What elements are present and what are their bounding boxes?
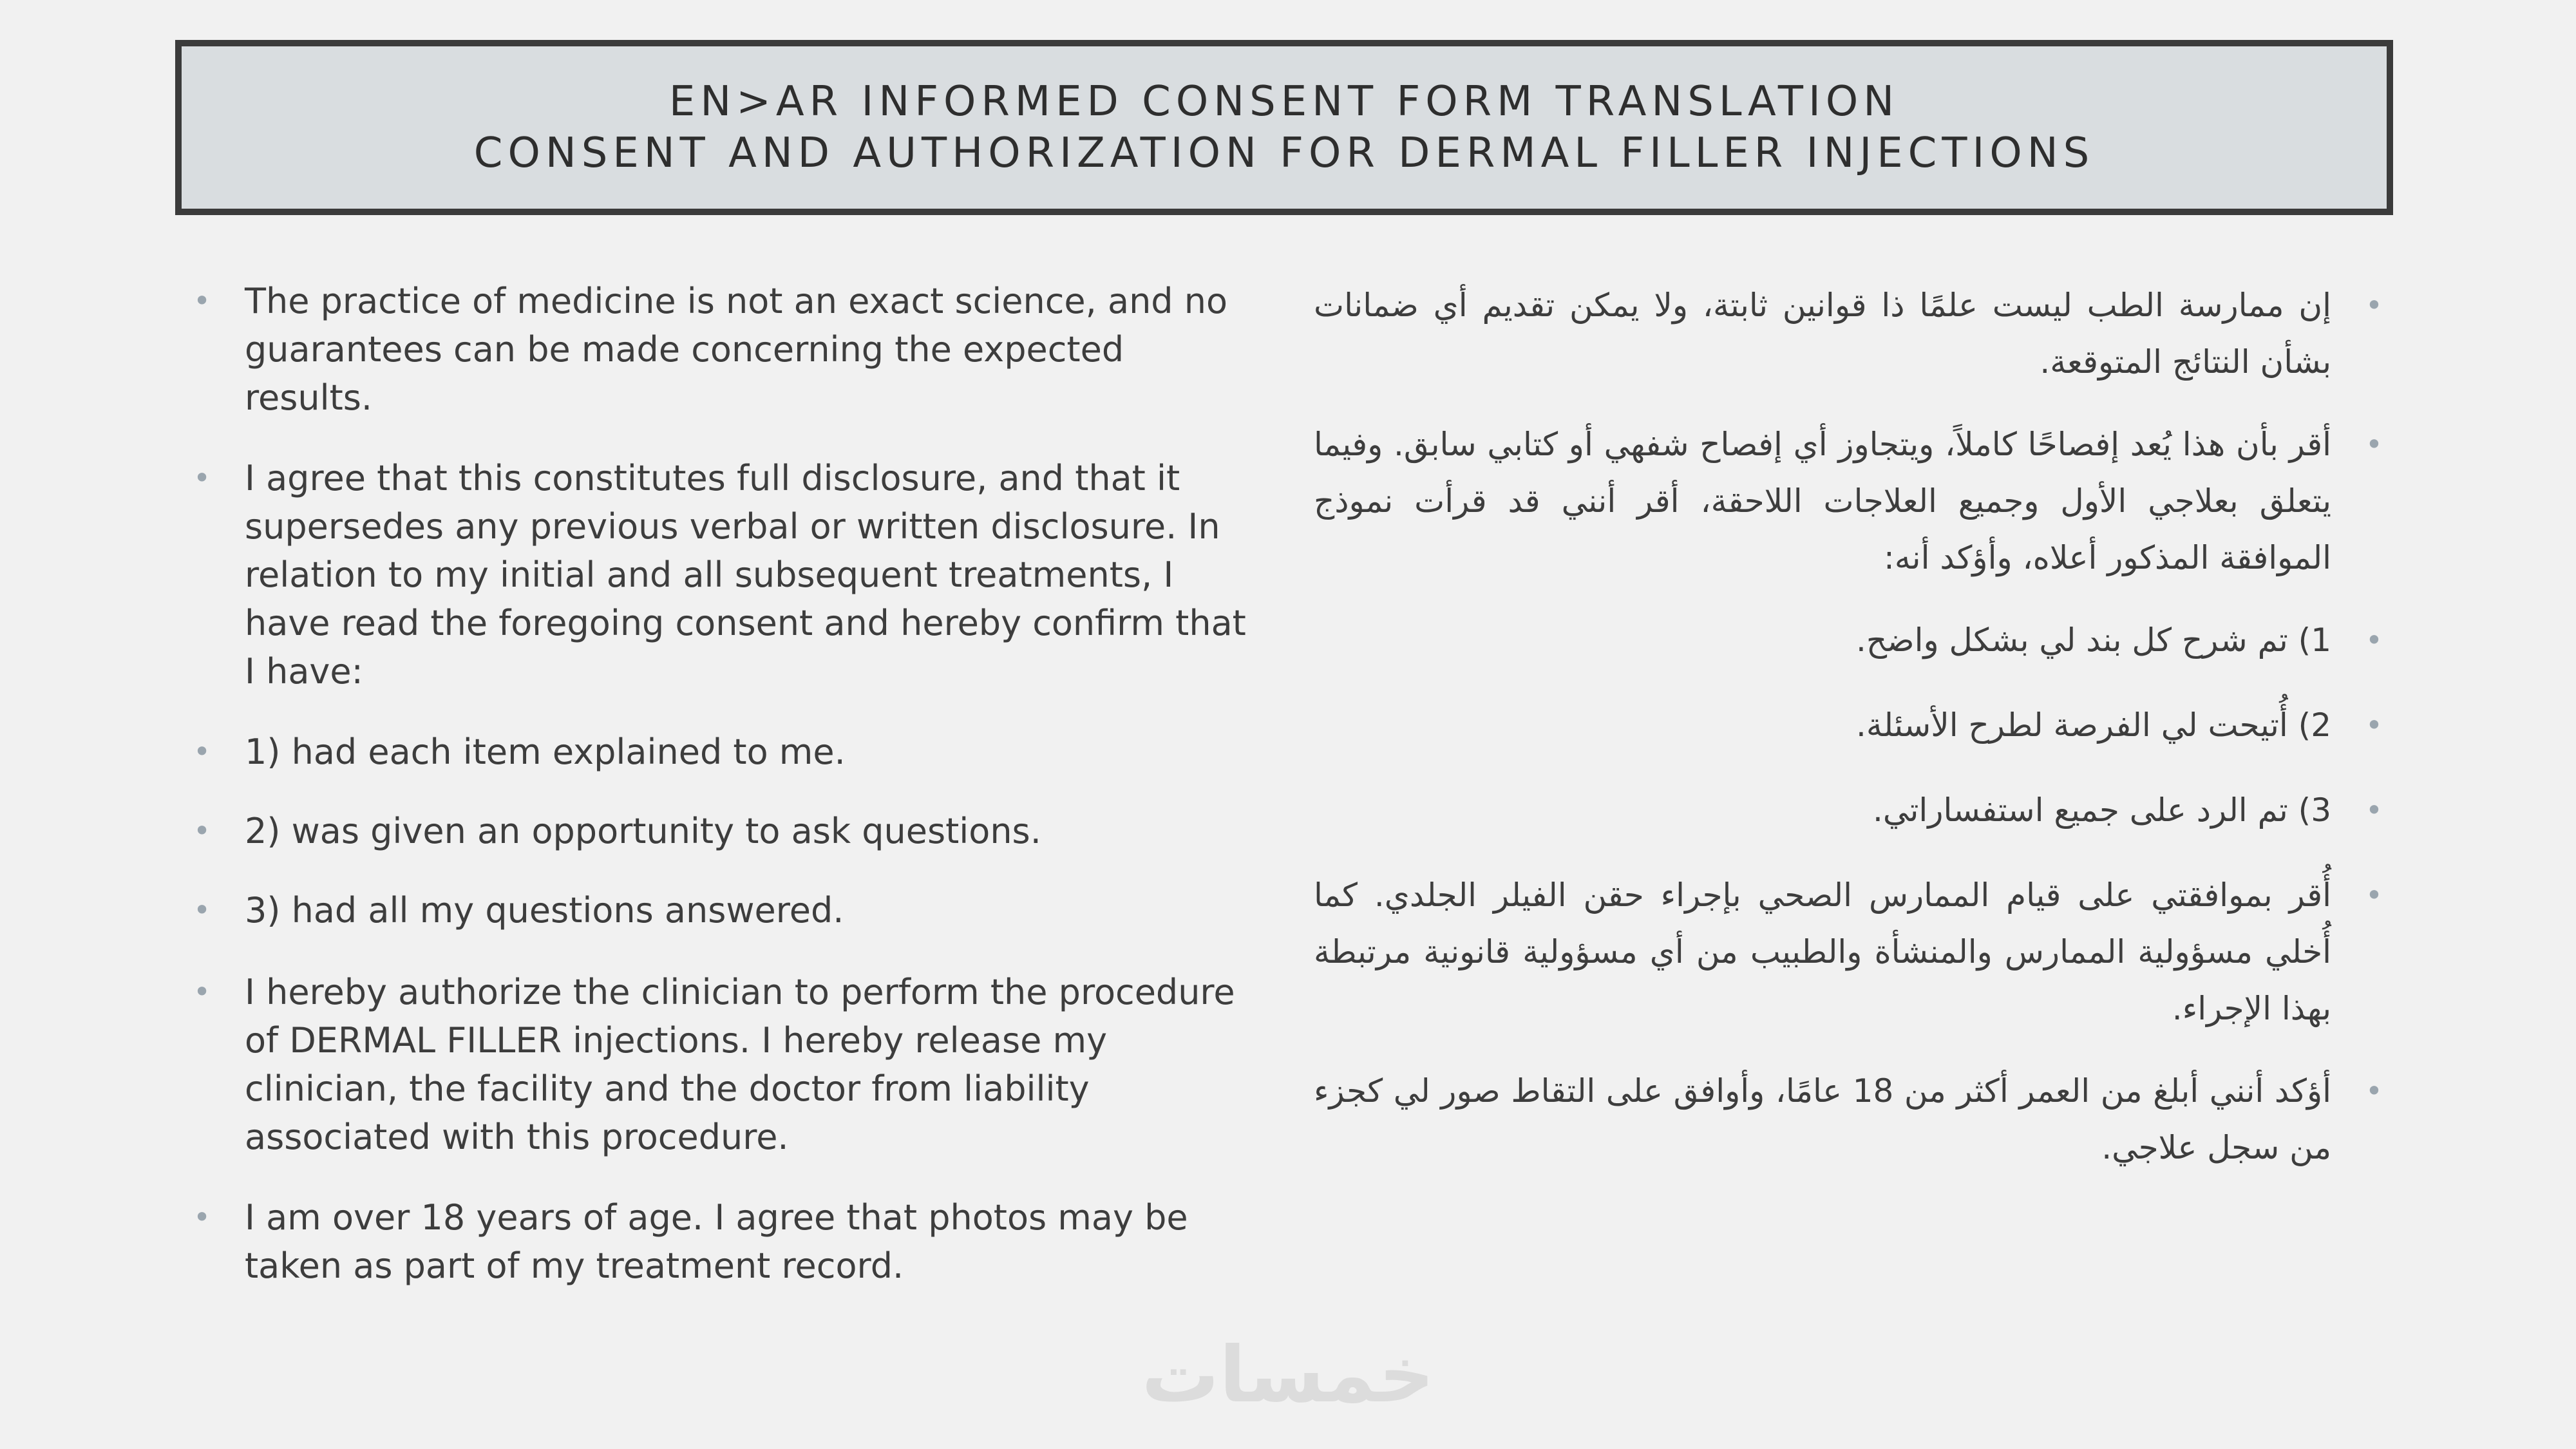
bullet-icon: •	[193, 460, 211, 495]
en-item-practice	[193, 277, 1262, 422]
en-text: 2) was given an opportunity to ask questions.	[245, 811, 1041, 851]
ar-text: 3) تم الرد على جميع استفساراتي.	[1872, 791, 2331, 829]
ar-item-answered	[1314, 782, 2383, 838]
en-item-authorize	[193, 968, 1262, 1161]
watermark-logo: خمسات	[1141, 1330, 1435, 1420]
title-line-1: EN>AR INFORMED CONSENT FORM TRANSLATION	[668, 78, 1900, 126]
en-text: 1) had each item explained to me.	[245, 732, 846, 772]
en-text: The practice of medicine is not an exact science, and no guarantees can be made concerning the expected results.	[245, 281, 1228, 418]
bullet-icon: •	[2365, 288, 2383, 323]
ar-item-practice	[1314, 277, 2383, 390]
ar-text: أُقر بموافقتي على قيام الممارس الصحي بإجراء حقن الفيلر الجلدي. كما أُخلي مسؤولية الممارس والمنشأة والطبيب من أي مسؤولية قانونية مرتبطة بهذا الإجراء.	[1314, 876, 2331, 1027]
ar-text: أؤكد أنني أبلغ من العمر أكثر من 18 عامًا، وأوافق على التقاط صور لي كجزء من سجل علاجي.	[1314, 1072, 2331, 1166]
bullet-icon: •	[2365, 793, 2383, 828]
en-item-disclosure	[193, 454, 1262, 696]
ar-item-authorize	[1314, 867, 2383, 1037]
en-text: 3) had all my questions answered.	[245, 890, 844, 931]
title-line-2: CONSENT AND AUTHORIZATION FOR DERMAL FILLER INJECTIONS	[473, 129, 2095, 177]
bullet-icon: •	[2365, 427, 2383, 462]
en-text: I am over 18 years of age. I agree that photos may be taken as part of my treatment record.	[245, 1197, 1188, 1286]
ar-item-age	[1314, 1063, 2383, 1176]
bullet-icon: •	[2365, 708, 2383, 743]
english-column	[193, 277, 1262, 1290]
en-item-answered	[193, 886, 1262, 934]
bullet-icon: •	[193, 974, 211, 1009]
bullet-icon: •	[193, 813, 211, 848]
ar-text: إن ممارسة الطب ليست علمًا ذا قوانين ثابتة، ولا يمكن تقديم أي ضمانات بشأن النتائج المتوقعة.	[1314, 287, 2331, 381]
bullet-icon: •	[193, 734, 211, 769]
bullet-icon: •	[193, 1200, 211, 1235]
ar-text: 2) أُتيحت لي الفرصة لطرح الأسئلة.	[1856, 706, 2331, 744]
bullet-icon: •	[2365, 878, 2383, 913]
en-item-questions	[193, 807, 1262, 855]
title-box	[175, 40, 2393, 215]
en-text: I hereby authorize the clinician to perform the procedure of DERMAL FILLER injections. I hereby release my clinician, the facility and the doctor from liability associated with this procedure.	[245, 972, 1235, 1157]
ar-text: 1) تم شرح كل بند لي بشكل واضح.	[1855, 621, 2331, 659]
ar-text: أقر بأن هذا يُعد إفصاحًا كاملاً، ويتجاوز أي إفصاح شفهي أو كتابي سابق. وفيما يتعلق بعلاجي الأول وجميع العلاجات اللاحقة، أقر أنني قد قرأت نموذج الموافقة المذكور أعلاه، وأؤكد أنه:	[1314, 426, 2331, 576]
ar-item-explained	[1314, 612, 2383, 668]
bullet-icon: •	[193, 283, 211, 318]
en-item-age	[193, 1193, 1262, 1290]
bullet-icon: •	[193, 893, 211, 927]
ar-item-questions	[1314, 697, 2383, 753]
arabic-column	[1314, 277, 2383, 1176]
bullet-icon: •	[2365, 623, 2383, 658]
en-item-explained	[193, 728, 1262, 776]
en-text: I agree that this constitutes full disclosure, and that it supersedes any previous verbal or written disclosure. In relation to my initial and all subsequent treatments, I have read the foregoing consent and hereby confirm that I have:	[245, 458, 1246, 692]
bullet-icon: •	[2365, 1074, 2383, 1108]
ar-item-disclosure	[1314, 416, 2383, 586]
